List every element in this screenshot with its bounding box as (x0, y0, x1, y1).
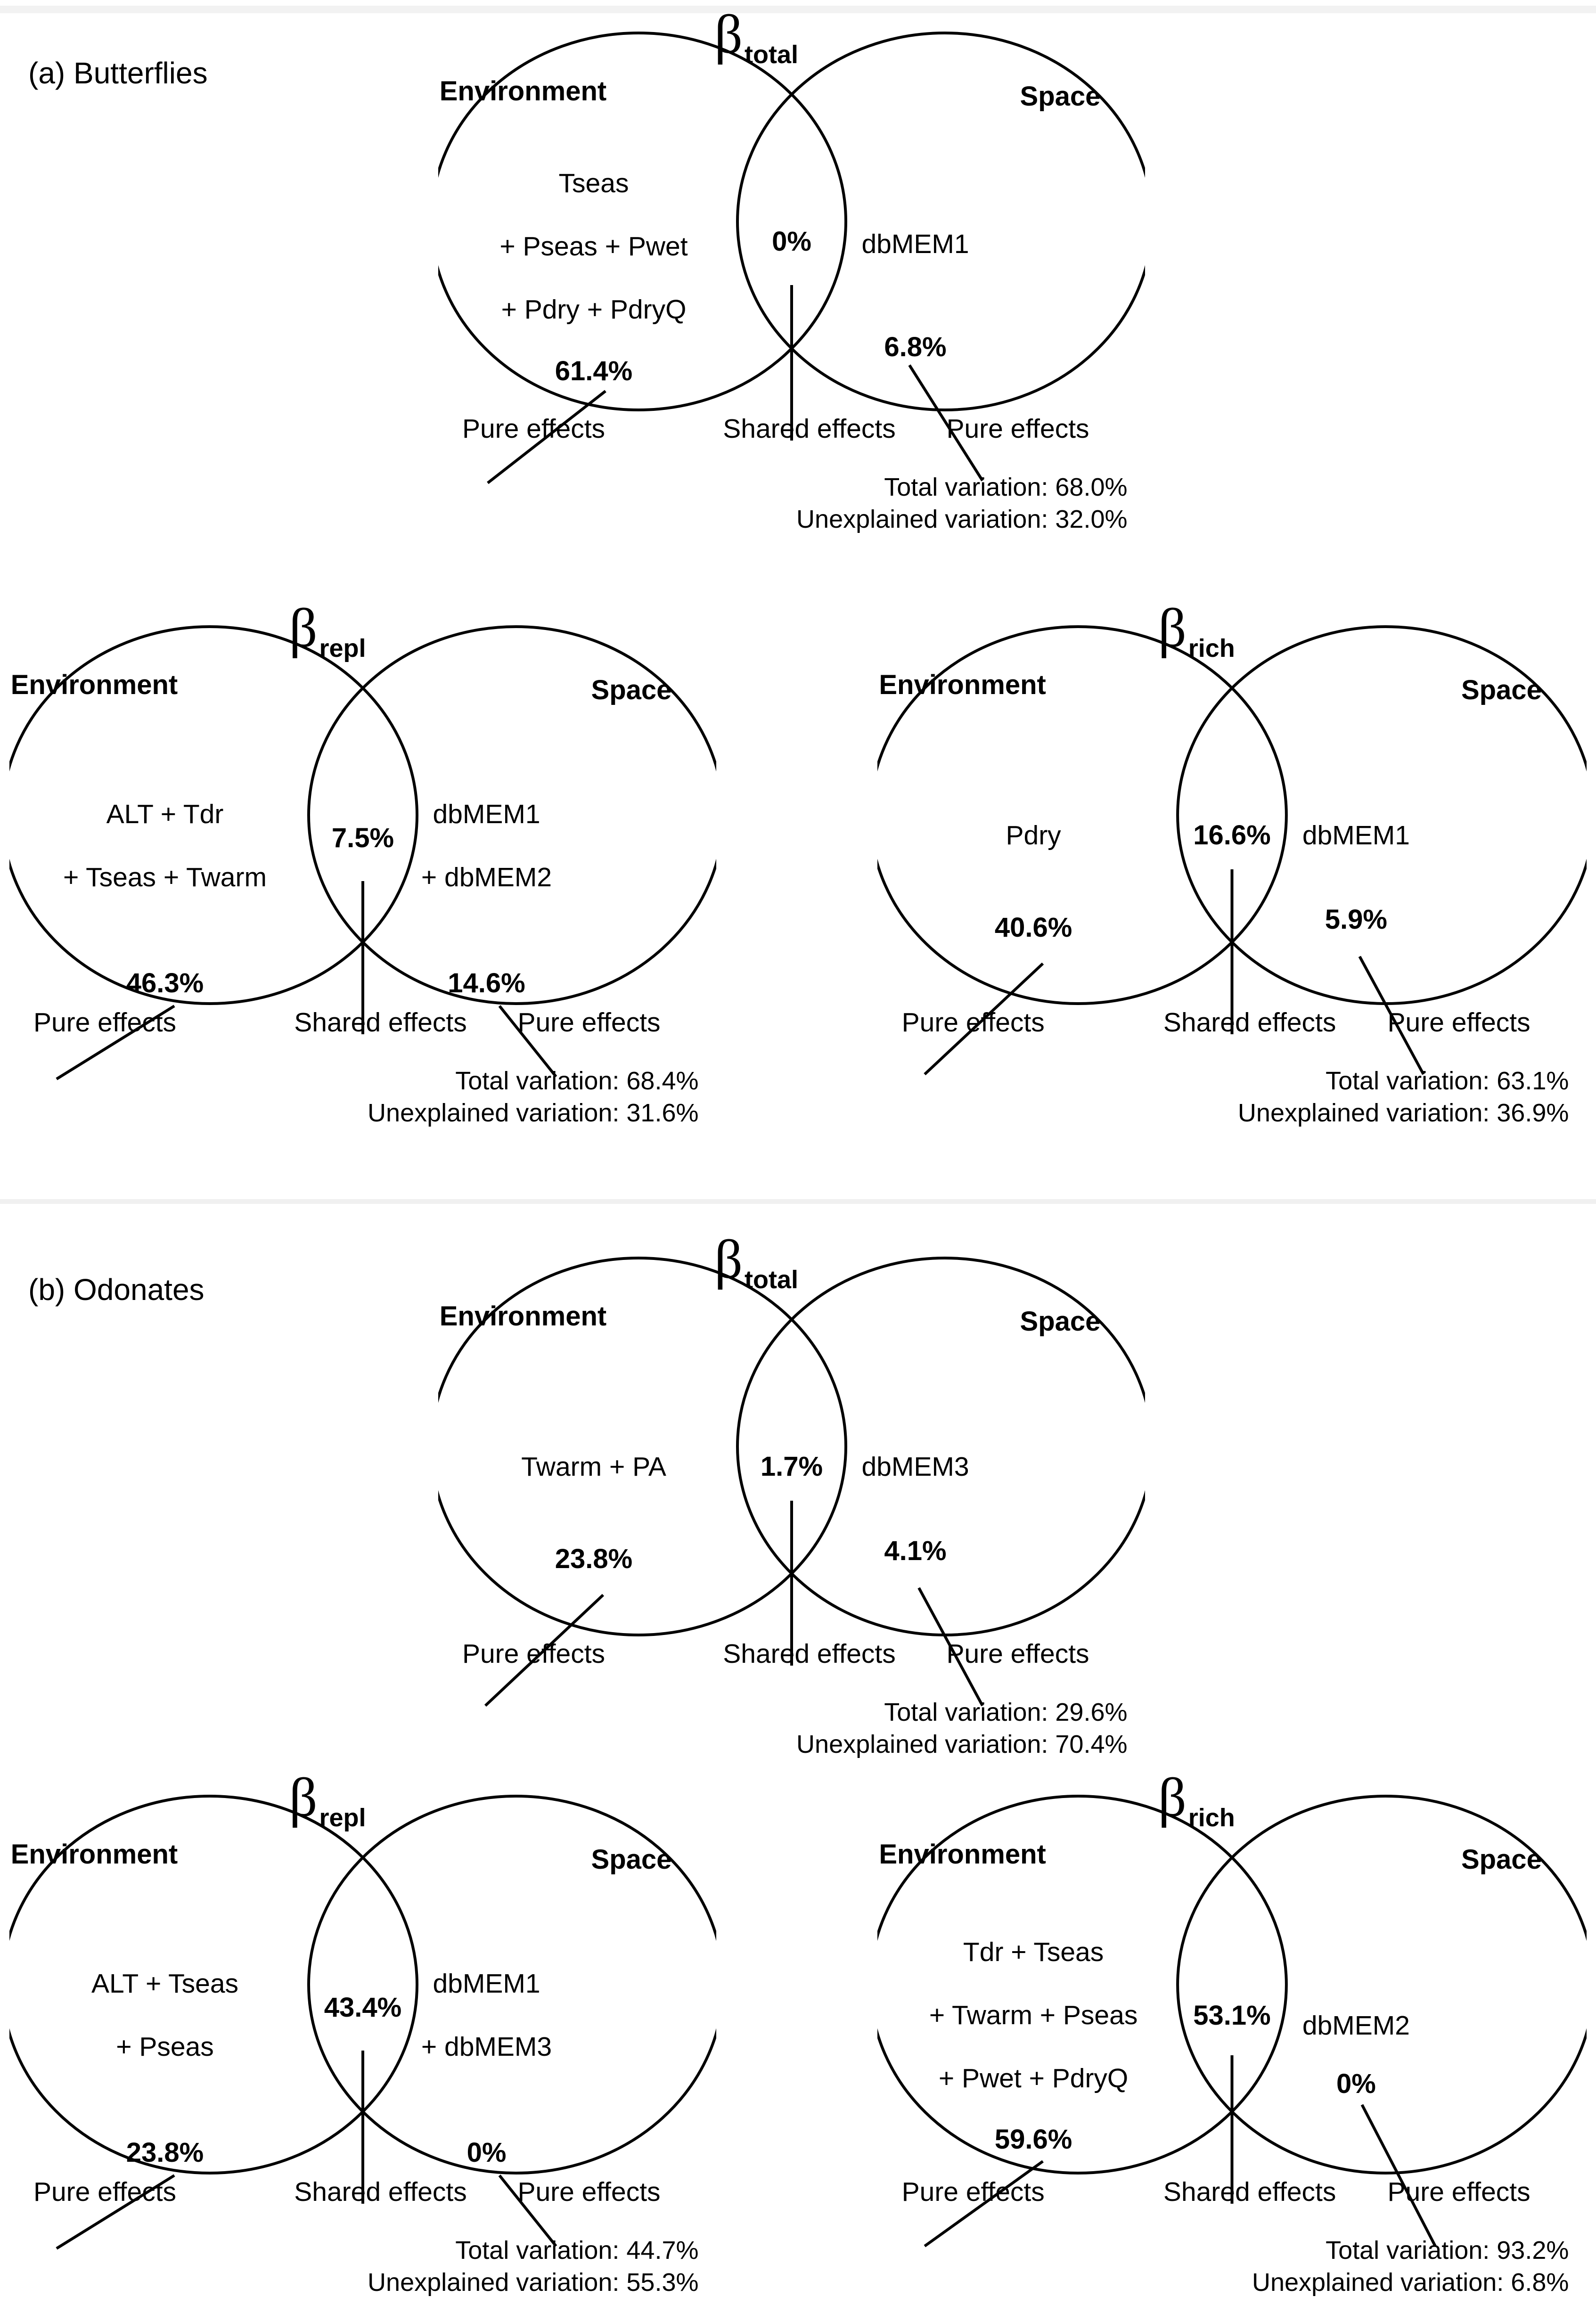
shared-effects-label: Shared effects (294, 2176, 467, 2207)
environment-pure-pct: 61.4% (555, 355, 633, 386)
beta-title (1090, 1766, 1303, 1832)
beta-title (650, 3, 862, 69)
unexplained-variation: Unexplained variation: 32.0% (796, 505, 1128, 534)
beta-subscript: repl (319, 634, 366, 662)
total-variation: Total variation: 68.4% (455, 1067, 699, 1095)
environment-variables: Twarm + PA (521, 1451, 666, 1482)
variation-totals (1252, 2234, 1569, 2298)
environment-label: Environment (439, 76, 607, 106)
total-variation: Total variation: 29.6% (884, 1698, 1128, 1726)
section-a-label: (a) Butterflies (28, 56, 208, 90)
pure-effects-left-label: Pure effects (462, 1638, 606, 1669)
unexplained-variation: Unexplained variation: 31.6% (368, 1099, 699, 1128)
pure-effects-left-label: Pure effects (901, 1007, 1045, 1038)
shared-pct: 43.4% (324, 1992, 402, 2023)
beta-title (221, 597, 434, 662)
beta-subscript: total (745, 41, 799, 69)
shared-pct: 16.6% (1193, 820, 1271, 851)
beta-subscript: total (745, 1266, 799, 1294)
pure-effects-right-label: Pure effects (517, 2176, 661, 2207)
environment-variables: Tseas + Pseas + Pwet + Pdry + PdryQ (499, 168, 688, 325)
beta-subscript: rich (1188, 634, 1235, 662)
pure-effects-right-label: Pure effects (946, 413, 1089, 444)
environment-pure-pct: 59.6% (994, 2124, 1072, 2155)
environment-pure-pct: 46.3% (126, 967, 204, 998)
variation-totals (796, 1696, 1127, 1760)
space-pure-pct: 0% (1336, 2068, 1376, 2100)
space-label: Space (1020, 81, 1101, 112)
shared-effects-label: Shared effects (723, 1638, 896, 1669)
environment-variables: ALT + Tseas + Pseas (91, 1968, 239, 2062)
space-variables: dbMEM3 (861, 1451, 969, 1482)
shared-effects-label: Shared effects (723, 413, 896, 444)
total-variation: Total variation: 44.7% (455, 2236, 699, 2264)
beta-subscript: rich (1188, 1804, 1235, 1832)
space-label: Space (1461, 675, 1542, 706)
beta-symbol: β (714, 1228, 743, 1290)
unexplained-variation: Unexplained variation: 70.4% (796, 1730, 1128, 1759)
environment-label: Environment (879, 1839, 1046, 1870)
variation-totals (1238, 1065, 1569, 1129)
environment-label: Environment (10, 1839, 178, 1870)
pure-effects-right-label: Pure effects (517, 1007, 661, 1038)
environment-variables: ALT + Tdr + Tseas + Twarm (63, 799, 267, 892)
space-variables: dbMEM1 + dbMEM3 (421, 1968, 552, 2062)
venn-odonates-beta-repl (9, 1766, 716, 2300)
pure-effects-left-label: Pure effects (462, 413, 606, 444)
section-seam-band (0, 1199, 1596, 1204)
environment-label: Environment (10, 670, 178, 700)
shared-pct: 1.7% (760, 1451, 823, 1482)
space-pure-pct: 0% (467, 2137, 507, 2168)
environment-label: Environment (879, 670, 1046, 700)
unexplained-variation: Unexplained variation: 36.9% (1237, 1099, 1569, 1128)
space-label: Space (591, 675, 672, 706)
environment-label: Environment (439, 1301, 607, 1332)
beta-symbol: β (289, 597, 318, 659)
pure-effects-left-label: Pure effects (33, 2176, 177, 2207)
environment-variables: Pdry (1006, 820, 1061, 850)
space-pure-pct: 6.8% (884, 332, 947, 363)
space-label: Space (1020, 1306, 1101, 1337)
beta-title (221, 1766, 434, 1832)
venn-butterflies-beta-rich (877, 597, 1587, 1131)
pure-effects-left-label: Pure effects (33, 1007, 177, 1038)
shared-pct: 53.1% (1193, 2000, 1271, 2031)
total-variation: Total variation: 63.1% (1326, 1067, 1569, 1095)
environment-pure-pct: 40.6% (994, 912, 1072, 943)
space-variables: dbMEM1 + dbMEM2 (421, 799, 552, 892)
shared-effects-label: Shared effects (294, 1007, 467, 1038)
shared-effects-label: Shared effects (1163, 1007, 1336, 1038)
space-label: Space (591, 1844, 672, 1875)
shared-pct: 7.5% (331, 822, 394, 853)
space-pure-pct: 14.6% (448, 967, 525, 998)
pure-effects-left-label: Pure effects (901, 2176, 1045, 2207)
beta-title (1090, 597, 1303, 662)
beta-subscript: repl (319, 1804, 366, 1832)
beta-symbol: β (1158, 597, 1187, 659)
section-b-label: (b) Odonates (28, 1273, 205, 1307)
pure-effects-right-label: Pure effects (1387, 1007, 1531, 1038)
space-variables: dbMEM2 (1302, 2011, 1410, 2041)
beta-symbol: β (1158, 1766, 1187, 1828)
venn-butterflies-beta-repl (9, 597, 716, 1131)
space-variables: dbMEM1 (1302, 820, 1410, 850)
pure-effects-right-label: Pure effects (946, 1638, 1089, 1669)
environment-variables: Tdr + Tseas + Twarm + Pseas + Pwet + PdryQ (929, 1937, 1138, 2093)
variation-totals (368, 2234, 698, 2298)
venn-butterflies-beta-total (438, 3, 1145, 537)
shared-pct: 0% (772, 226, 811, 257)
unexplained-variation: Unexplained variation: 55.3% (368, 2268, 699, 2297)
beta-symbol: β (714, 3, 743, 65)
environment-pure-pct: 23.8% (126, 2137, 204, 2168)
venn-odonates-beta-total (438, 1228, 1145, 1762)
total-variation: Total variation: 93.2% (1326, 2236, 1569, 2264)
unexplained-variation: Unexplained variation: 6.8% (1252, 2268, 1569, 2297)
pure-effects-right-label: Pure effects (1387, 2176, 1531, 2207)
space-variables: dbMEM1 (861, 229, 969, 260)
environment-pure-pct: 23.8% (555, 1544, 633, 1575)
space-pure-pct: 5.9% (1325, 904, 1387, 935)
space-label: Space (1461, 1844, 1542, 1875)
space-pure-pct: 4.1% (884, 1536, 947, 1567)
variation-totals (796, 471, 1127, 535)
shared-effects-label: Shared effects (1163, 2176, 1336, 2207)
variation-totals (368, 1065, 698, 1129)
beta-title (650, 1228, 862, 1294)
venn-odonates-beta-rich (877, 1766, 1587, 2300)
total-variation: Total variation: 68.0% (884, 473, 1128, 501)
beta-symbol: β (289, 1766, 318, 1828)
